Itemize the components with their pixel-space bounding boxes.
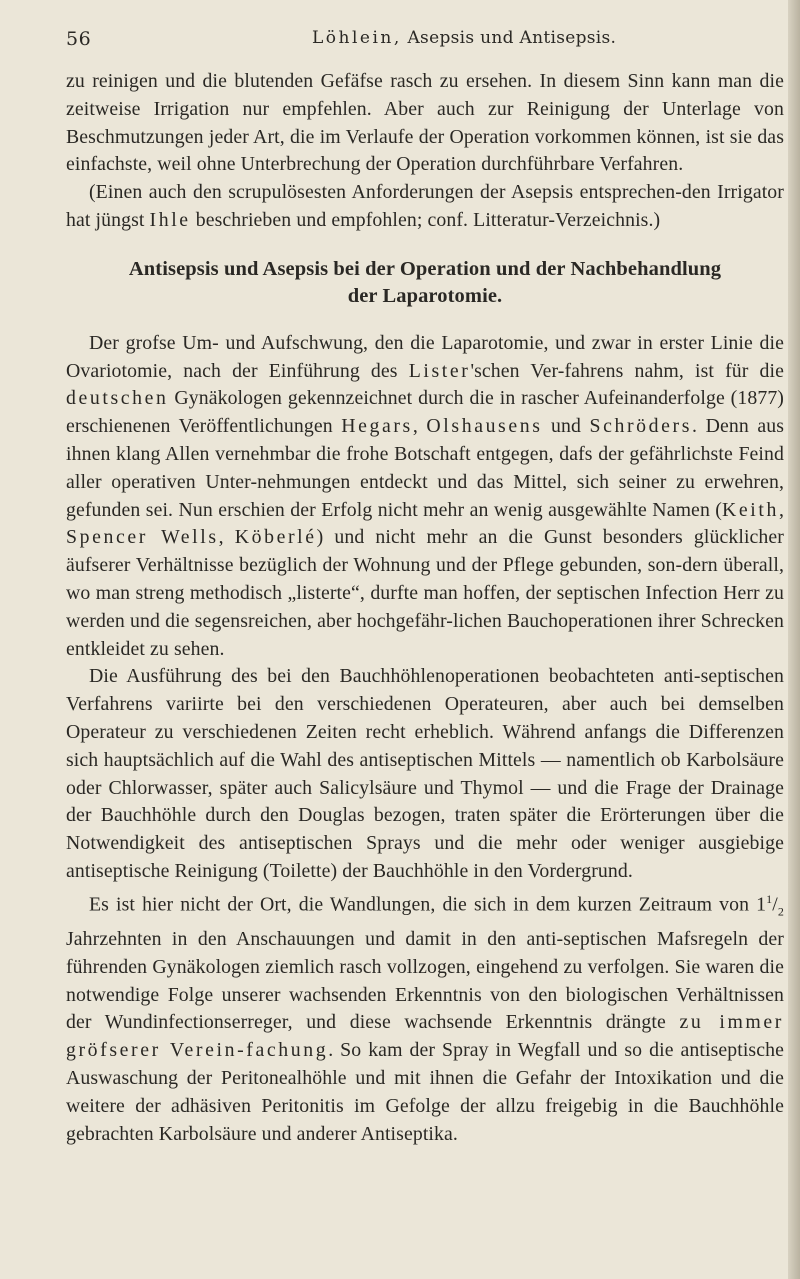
name-ihle: Ihle (149, 208, 191, 231)
word-deutschen: deutschen (66, 387, 169, 410)
irrigator-note-text-a: (Einen auch den scrupulösesten Anforderungen der Asepsis entsprechen-den Irrigator hat jüngst (66, 181, 784, 231)
p3-text-b: Jahrzehnten in den Anschauungen und damit in den anti-septischen Mafsregeln der führenden Gynäkologen ziemlich rasch vollzogen, eingehend zu verfolgen. Sie waren die notwendige Folge unserer wachsenden Erkenntnis von den biologischen Verhältnissen der Wundinfectionserreger, und diese wachsende Erkenntnis drängte (66, 928, 784, 1034)
p3-text-a: Es ist hier nicht der Ort, die Wandlungen, die sich in dem kurzen Zeitraum von 1 (89, 893, 767, 916)
name-spencer-wells: Spencer Wells (66, 526, 219, 549)
name-schroeder: Schröders (589, 415, 693, 438)
emphasis-vereinfachung: zu immer gröfserer Verein-fachung (66, 1011, 784, 1062)
irrigator-note (66, 179, 784, 235)
body-text (66, 68, 784, 1148)
name-lister: Lister (408, 359, 471, 382)
p1-text-g: , (778, 498, 784, 521)
section-heading-line-2: der Laparotomie. (347, 284, 503, 307)
p1-text-d: , (412, 415, 427, 438)
intro-paragraph: zu reinigen und die blutenden Gefäfse rasch zu ersehen. In diesem Sinn kann man die zeitweise Irrigation nur empfehlen. Aber auch zur Reinigung der Unterlage von Beschmutzungen jeder Art, die im Verlaufe der Operation vorkommen können, ist sie das einfachste, weil ohne Unterbrechung der Operation durchführbare Verfahren. (66, 70, 784, 176)
paragraph-methods: Die Ausführung des bei den Bauchhöhlenoperationen beobachteten anti-septischen Verfahrens variirte bei den verschiedenen Operateuren, aber auch bei demselben Operateur zu verschiedenen Zeiten recht erheblich. Während anfangs die Differenzen sich hauptsächlich auf die Wahl des antiseptischen Mittels — namentlich ob Karbolsäure oder Chlorwasser, später auch Salicylsäure und Thymol — und die Frage der Drainage der Bauchhöhle durch den Douglas bezogen, traten später die Erörterungen über die Notwendigkeit des antiseptischen Sprays und die mehr oder weniger ausgiebige antiseptische Reinigung (Toilette) der Bauchhöhle in den Vordergrund. (66, 665, 784, 882)
name-olshausen: Olshausens (426, 415, 543, 438)
section-heading-line-1: Antisepsis und Asepsis bei der Operation und der Nachbehandlung (128, 257, 722, 280)
p1-text-f: . Denn aus ihnen klang Allen vernehmbar die frohe Botschaft entgegen, dafs der gefährlichste Feind aller operativen Unter-nehmungen entdeckt und das Mittel, sich seiner zu erwehren, gefunden sei. Nun erschien der Erfolg nicht mehr an wenig ausgewählte Namen ( (66, 415, 784, 521)
running-header (66, 28, 786, 52)
p1-text-b: 'schen Ver-fahrens nahm, ist für die (470, 359, 785, 382)
section-heading (66, 256, 784, 310)
paragraph-simplification: Es ist hier nicht der Ort, die Wandlungen, die sich in dem kurzen Zeitraum von $1^1/_2$ Jahrzehnten in den Anschauungen und damit in den anti-septischen Mafsregeln der führenden Gynäkologen ziemlich rasch vollzogen, eingehend zu verfolgen. Sie waren die notwendige Folge unserer wachsenden Erkenntnis von den biologischen Verhältnissen der Wundinfectionserreger, und diese wachsende Erkenntnis drängte zu immer gröfserer Verein-fachung. So kam der Spray in Wegfall und so die antiseptische Auswaschung der Peritonealhöhle und mit ihnen die Gefahr der Intoxikation und die weitere der adhäsiven Peritonitis im Gefolge der allzu freigebig in die Bauchhöhle gebrachten Karbolsäure und anderer Antiseptika. (66, 891, 784, 1145)
running-title-text: Asepsis und Antisepsis. (407, 28, 617, 48)
name-koeberle: Köberlé (234, 526, 317, 549)
irrigator-note-text-b: beschrieben und empfohlen; conf. Litteratur-Verzeichnis.) (190, 208, 661, 231)
p1-text-c: Gynäkologen gekennzeichnet durch die in rascher Aufeinanderfolge (1877) erschienenen Veröffentlichungen (66, 387, 784, 438)
p3-text-c: . So kam der Spray in Wegfall und so die antiseptische Auswaschung der Peritonealhöhle und mit ihnen die Gefahr der Intoxikation und die weitere der adhäsiven Peritonitis im Gefolge der allzu freigebig in die Bauchhöhle gebrachten Karbolsäure und anderer Antiseptika. (66, 1039, 784, 1145)
p1-text-e: und (542, 415, 590, 438)
page-number: 56 (66, 28, 92, 50)
p1-text-a: Der grofse Um- und Aufschwung, den die Laparotomie, und zwar in erster Linie die Ovariotomie, nach der Einführung des (66, 331, 784, 382)
running-title (312, 28, 616, 48)
paragraph-history (66, 330, 784, 664)
name-hegar: Hegars (341, 415, 413, 438)
name-keith: Keith (722, 498, 779, 521)
fraction-denominator: 2 (777, 904, 784, 919)
running-title-author: Löhlein, (312, 28, 402, 48)
p1-text-h: , (218, 526, 235, 549)
p1-text-i: ) und nicht mehr an die Gunst besonders glücklicher äufserer Verhältnisse bezüglich der Wohnung und der Pflege gebunden, son-dern überall, wo man streng methodisch „listerte“, durfte man hoffen, der septischen Infection Herr zu werden und die segensreichen, aber hochgefähr-lichen Bauchoperationen ihrer Schrecken entkleidet zu sehen. (66, 526, 784, 660)
fraction-numerator: 1 (766, 891, 773, 906)
